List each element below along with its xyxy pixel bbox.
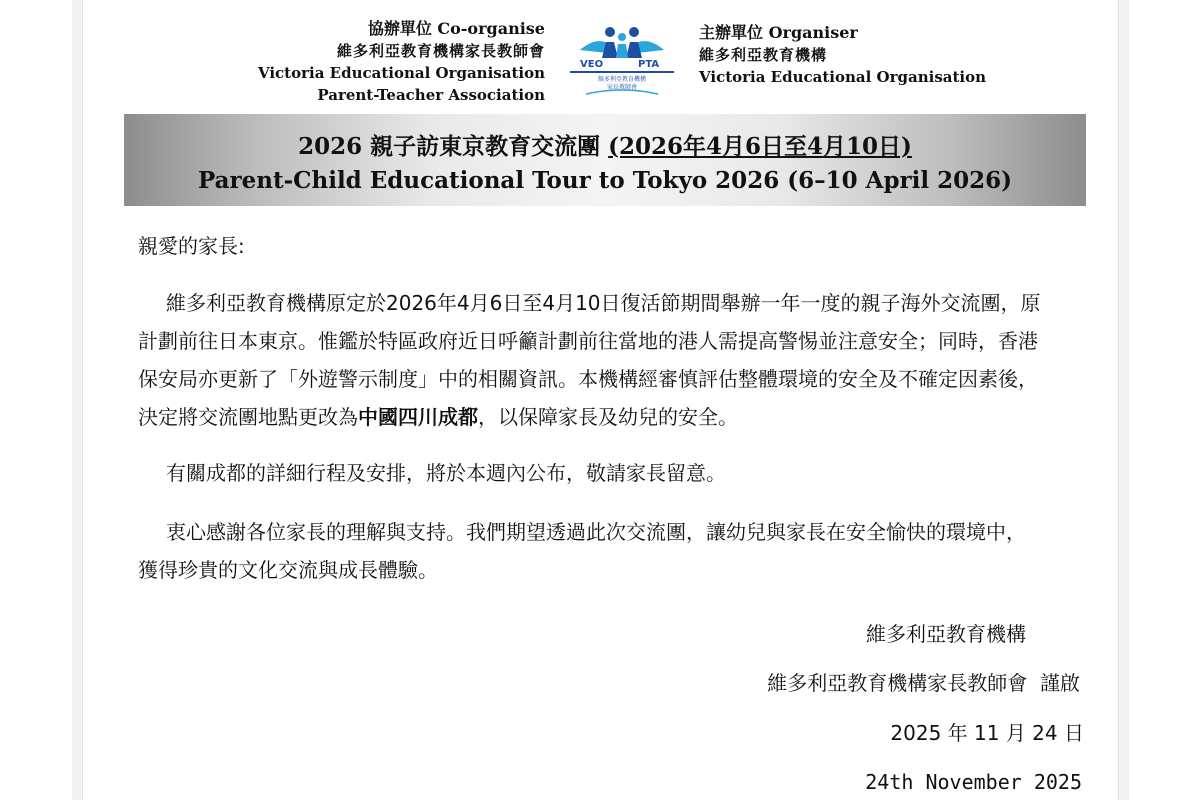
co-organiser-name-en-2: Parent-Teacher Association <box>317 86 545 104</box>
logo-caption-2: 家長教師會 <box>606 84 638 91</box>
paragraph-1 <box>138 284 1078 436</box>
paragraph-3 <box>138 513 1078 589</box>
paragraph-1-line-1 <box>138 284 1078 322</box>
logo-veo-text: VEO <box>580 59 604 70</box>
organiser-name-zh: 維多利亞教育機構 <box>699 46 828 64</box>
logo-figure-head-right <box>629 27 639 37</box>
veo-pta-logo <box>566 24 678 98</box>
paragraph-2-text: 有關成都的詳細行程及安排，將於本週內公布，敬請家長留意。 <box>166 461 726 485</box>
logo-pta-text: PTA <box>638 59 660 70</box>
logo-figure-head-left <box>605 27 615 37</box>
signature-organisation: 維多利亞教育機構 <box>866 622 1026 646</box>
date-chinese: 2025 年 11 月 24 日 <box>890 721 1084 745</box>
organiser-block <box>699 22 986 88</box>
title-banner <box>124 114 1086 206</box>
paragraph-1-line-3: 保安局亦更新了「外遊警示制度」中的相關資訊。本機構經審慎評估整體環境的安全及不確定因素後， <box>138 367 1038 391</box>
paragraph-1-line-1-text: 維多利亞教育機構原定於2026年4月6日至4月10日復活節期間舉辦一年一度的親子海外交流團，原 <box>166 291 1041 315</box>
paragraph-2-line-1 <box>138 454 1078 492</box>
paragraph-1-line-4 <box>138 398 1078 436</box>
paragraph-3-line-2: 獲得珍貴的文化交流與成長體驗。 <box>138 558 438 582</box>
paragraph-1-line-2: 計劃前往日本東京。惟鑑於特區政府近日呼籲計劃前往當地的港人需提高警惕並注意安全；同時，香港 <box>138 329 1038 353</box>
logo-swoosh <box>586 90 658 94</box>
logo-rule <box>570 71 674 73</box>
greeting: 親愛的家長: <box>138 234 245 258</box>
date-english: 24th November 2025 <box>865 770 1082 794</box>
logo-figure-head-child <box>618 33 626 41</box>
title-zh-dates: (2026年4月6日至4月10日) <box>608 133 912 160</box>
organiser-role: 主辦單位 Organiser <box>699 23 858 42</box>
co-organiser-name-zh: 維多利亞教育機構家長教師會 <box>336 42 545 60</box>
paragraph-1-line-4-before: 決定將交流團地點更改為 <box>138 405 358 429</box>
title-en: Parent-Child Educational Tour to Tokyo 2026 (6–10 April 2026) <box>197 167 1013 194</box>
organiser-name-en: Victoria Educational Organisation <box>699 68 987 86</box>
paragraph-2 <box>138 454 1078 492</box>
paragraph-3-line-1 <box>138 513 1078 551</box>
paragraph-3-line-1-text: 衷心感謝各位家長的理解與支持。我們期望透過此次交流團，讓幼兒與家長在安全愉快的環境中， <box>166 520 1026 544</box>
co-organiser-role: 協辦單位 Co-organise <box>367 19 545 38</box>
logo-body-child <box>616 44 628 58</box>
paragraph-1-line-4-after: ，以保障家長及幼兒的安全。 <box>478 405 738 429</box>
co-organiser-name-en-1: Victoria Educational Organisation <box>257 64 545 82</box>
title-zh-name: 2026 親子訪東京教育交流團 <box>298 133 609 160</box>
page-edge-right <box>1118 0 1129 800</box>
title-zh <box>124 132 1086 162</box>
logo-caption-1: 維多利亞教育機構 <box>597 76 647 83</box>
co-organiser-block <box>258 18 545 106</box>
letterhead <box>0 0 1200 110</box>
destination-highlight: 中國四川成都 <box>358 405 478 429</box>
signature-pta: 維多利亞教育機構家長教師會 謹啟 <box>767 671 1080 695</box>
